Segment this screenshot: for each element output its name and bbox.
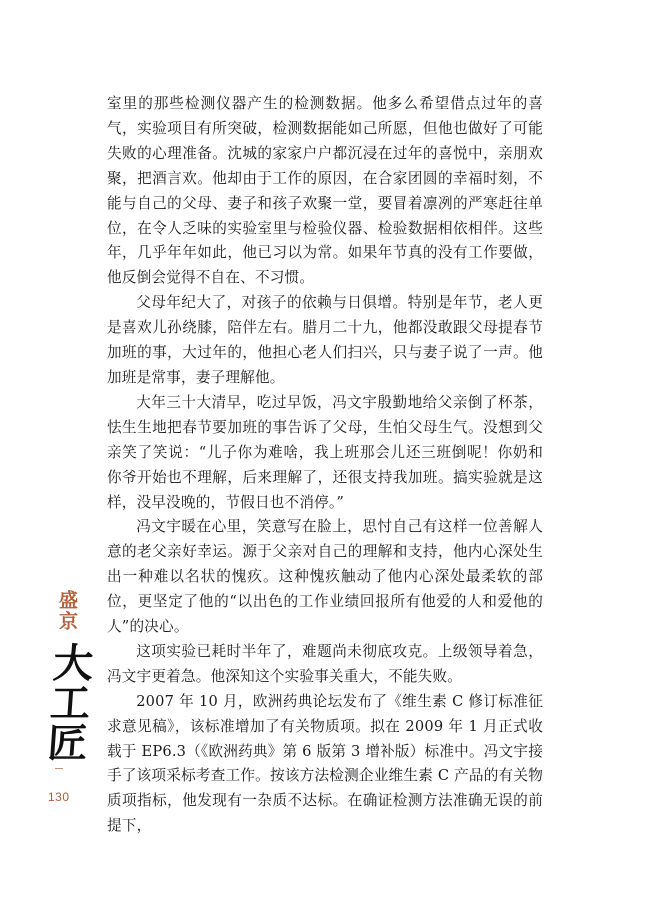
paragraph-5: 这项实验已耗时半年了，难题尚未彻底攻克。上级领导着急，冯文宇更着急。他深知这个实验事关重大，不能失败。	[107, 642, 543, 685]
brand-subtitle: 盛京	[56, 590, 78, 632]
paragraph-4: 冯文宇暖在心里，笑意写在脸上，思忖自己有这样一位善解人意的老父亲好幸运。源于父亲对自己的理解和支持，他内心深处生出一种难以名状的愧疚。这种愧疚触动了他内心深处最柔软的部位，更坚定了他的“以出色的工作业绩回报所有他爱的人和爱他的人”的决心。	[107, 518, 543, 636]
paragraph-3: 大年三十大清早，吃过早饭，冯文宇殷勤地给父亲倒了杯茶，怯生生地把春节要加班的事告诉了父母，生怕父母生气。没想到父亲笑了笑说：“儿子你为难啥，我上班那会儿还三班倒呢！你奶和你爷开始也不理解，后来理解了，还很支持我加班。搞实验就是这样，没早没晚的，节假日也不消停。”	[107, 393, 543, 511]
brand-title: 大工匠	[39, 642, 96, 762]
page-number-divider	[55, 768, 63, 769]
book-brand	[39, 590, 96, 762]
paragraph-6: 2007 年 10 月，欧洲药典论坛发布了《维生素 C 修订标准征求意见稿》，该标准增加了有关物质项。拟在 2009 年 1 月正式收载于 EP6.3（《欧洲药典》第 6 版第 3 增补版）标准中。冯文宇接手了该项采标考查工作。按该方法检测企业维生素 C 产品的有关物质项指标，他发现有一杂质不达标。在确证检测方法准确无误的前提下，	[107, 692, 543, 835]
body-text	[107, 92, 543, 839]
paragraph-1: 室里的那些检测仪器产生的检测数据。他多么希望借点过年的喜气，实验项目有所突破，检测数据能如己所愿，但他也做好了可能失败的心理准备。沈城的家家户户都沉浸在过年的喜悦中，亲朋欢聚，把酒言欢。他却由于工作的原因，在合家团圆的幸福时刻，不能与自己的父母、妻子和孩子欢聚一堂，要冒着凛冽的严寒赶往单位，在令人乏味的实验室里与检验仪器、检验数据相依相伴。这些年，几乎年年如此，他已习以为常。如果年节真的没有工作要做，他反倒会觉得不自在、不习惯。	[107, 95, 543, 287]
page-number: 130	[48, 790, 70, 804]
paragraph-2: 父母年纪大了，对孩子的依赖与日俱增。特别是年节，老人更是喜欢儿孙绕膝，陪伴左右。腊月二十九，他都没敢跟父母提春节加班的事，大过年的，他担心老人们扫兴，只与妻子说了一声。他加班是常事，妻子理解他。	[107, 294, 543, 386]
